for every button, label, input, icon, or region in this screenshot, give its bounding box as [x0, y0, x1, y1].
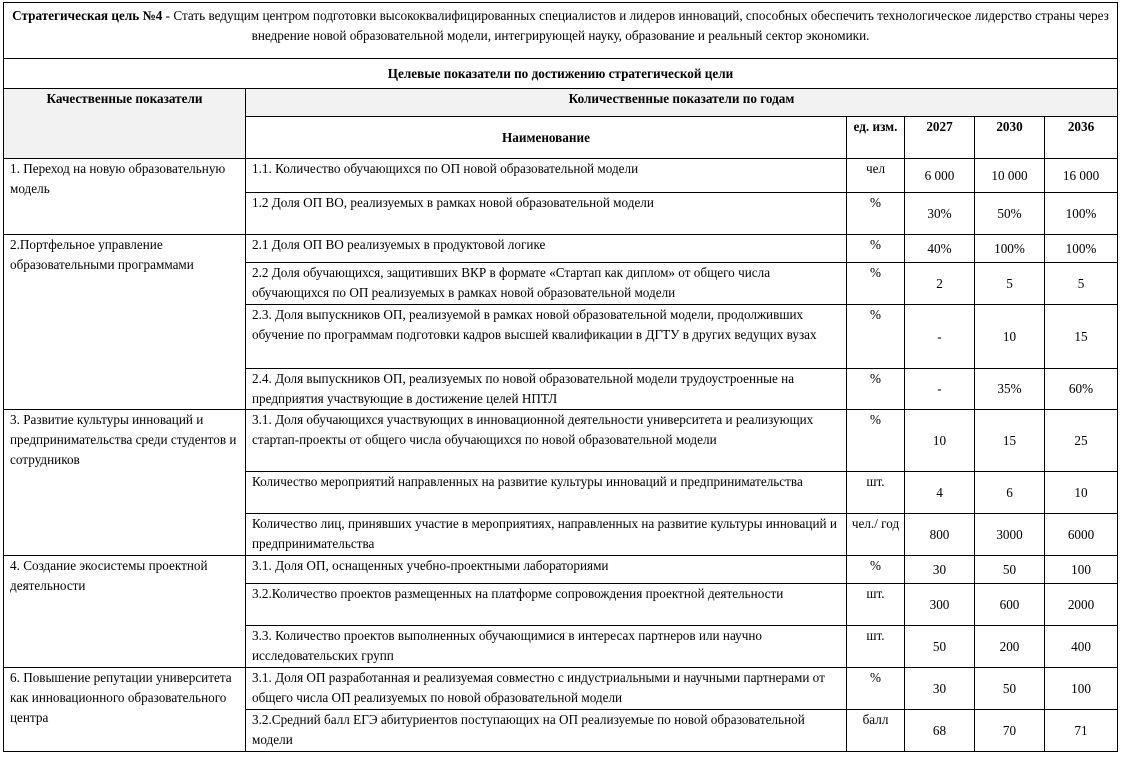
value-2030: 200 [975, 626, 1045, 668]
indicator-unit: шт. [847, 472, 905, 514]
qualitative-indicator: 2.Портфельное управление образовательными программами [4, 235, 246, 410]
indicator-name: 3.2.Средний балл ЕГЭ абитуриентов поступающих на ОП реализуемые по новой образовательной модели [246, 710, 847, 752]
value-2030: 5 [975, 263, 1045, 305]
indicator-unit: % [847, 410, 905, 472]
goal-text: - Стать ведущим центром подготовки высококвалифицированных специалистов и лидеров инноваций, способных обеспечить технологическое лидерство страны через внедрение новой образовательной модели, интегрирующей науку, образование и реальный сектор экономики. [162, 8, 1109, 43]
indicator-unit: % [847, 235, 905, 263]
indicator-unit: % [847, 263, 905, 305]
value-2027: 30 [905, 556, 975, 584]
value-2036: 400 [1045, 626, 1118, 668]
indicator-unit: % [847, 556, 905, 584]
value-2036: 100% [1045, 235, 1118, 263]
value-2030: 50 [975, 668, 1045, 710]
value-2036: 100% [1045, 193, 1118, 235]
section-title: Целевые показатели по достижению стратегической цели [4, 59, 1118, 89]
table-row [4, 556, 1118, 584]
header-name: Наименование [246, 117, 847, 159]
indicator-unit: балл [847, 710, 905, 752]
goal-title: Стратегическая цель №4 [12, 8, 163, 23]
qualitative-indicator: 3. Развитие культуры инноваций и предпринимательства среди студентов и сотрудников [4, 410, 246, 556]
table-row [4, 668, 1118, 710]
value-2030: 15 [975, 410, 1045, 472]
value-2036: 6000 [1045, 514, 1118, 556]
value-2027: 6 000 [905, 159, 975, 193]
value-2030: 600 [975, 584, 1045, 626]
value-2030: 50% [975, 193, 1045, 235]
strategic-goal-statement [4, 3, 1118, 59]
indicator-name: Количество лиц, принявших участие в мероприятиях, направленных на развитие культуры инноваций и предпринимательства [246, 514, 847, 556]
header-year-2027: 2027 [905, 117, 975, 159]
indicator-unit: шт. [847, 626, 905, 668]
header-quantitative: Количественные показатели по годам [246, 89, 1118, 117]
value-2030: 70 [975, 710, 1045, 752]
value-2036: 100 [1045, 556, 1118, 584]
indicator-rows [4, 159, 1118, 752]
indicator-name: 1.1. Количество обучающихся по ОП новой образовательной модели [246, 159, 847, 193]
value-2027: - [905, 305, 975, 369]
value-2027: 50 [905, 626, 975, 668]
table-row [4, 235, 1118, 263]
indicator-name: 1.2 Доля ОП ВО, реализуемых в рамках новой образовательной модели [246, 193, 847, 235]
table-row [4, 159, 1118, 193]
value-2030: 10 000 [975, 159, 1045, 193]
value-2030: 10 [975, 305, 1045, 369]
indicator-name: 2.4. Доля выпускников ОП, реализуемых по новой образовательной модели трудоустроенные на предприятия участвующие в достижение целей НПТЛ [246, 369, 847, 410]
indicator-unit: шт. [847, 584, 905, 626]
indicator-unit: чел [847, 159, 905, 193]
indicator-name: 3.1. Доля ОП разработанная и реализуемая совместно с индустриальными и научными партнерами от общего числа ОП реализуемых по новой образовательной модели [246, 668, 847, 710]
qualitative-indicator: 1. Переход на новую образовательную модель [4, 159, 246, 235]
indicator-name: 2.2 Доля обучающихся, защитивших ВКР в формате «Стартап как диплом» от общего числа обучающихся по ОП реализуемых в рамках новой образовательной модели [246, 263, 847, 305]
indicator-unit: % [847, 668, 905, 710]
value-2027: 30% [905, 193, 975, 235]
qualitative-indicator: 6. Повышение репутации университета как инновационного образовательного центра [4, 668, 246, 752]
value-2036: 100 [1045, 668, 1118, 710]
header-year-2036: 2036 [1045, 117, 1118, 159]
indicator-unit: % [847, 193, 905, 235]
value-2036: 2000 [1045, 584, 1118, 626]
indicator-name: 3.1. Доля ОП, оснащенных учебно-проектными лабораториями [246, 556, 847, 584]
value-2027: 300 [905, 584, 975, 626]
value-2027: 40% [905, 235, 975, 263]
value-2030: 3000 [975, 514, 1045, 556]
value-2027: - [905, 369, 975, 410]
value-2030: 50 [975, 556, 1045, 584]
indicator-name: 3.2.Количество проектов размещенных на платформе сопровождения проектной деятельности [246, 584, 847, 626]
value-2027: 68 [905, 710, 975, 752]
value-2027: 2 [905, 263, 975, 305]
value-2036: 15 [1045, 305, 1118, 369]
indicator-unit: чел./ год [847, 514, 905, 556]
header-qualitative: Качественные показатели [4, 89, 246, 159]
indicator-unit: % [847, 305, 905, 369]
value-2036: 25 [1045, 410, 1118, 472]
indicators-table [3, 2, 1118, 752]
value-2030: 6 [975, 472, 1045, 514]
header-unit: ед. изм. [847, 117, 905, 159]
indicator-name: 2.3. Доля выпускников ОП, реализуемой в рамках новой образовательной модели, продолживших обучение по программам подготовки кадров высшей квалификации в ДГТУ в других ведущих вузах [246, 305, 847, 369]
header-year-2030: 2030 [975, 117, 1045, 159]
strategic-goal-document [3, 2, 1117, 752]
value-2027: 800 [905, 514, 975, 556]
value-2027: 10 [905, 410, 975, 472]
value-2036: 16 000 [1045, 159, 1118, 193]
indicator-name: 3.1. Доля обучающихся участвующих в инновационной деятельности университета и реализующих стартап-проекты от общего числа обучающихся по новой образовательной модели [246, 410, 847, 472]
value-2036: 60% [1045, 369, 1118, 410]
value-2027: 4 [905, 472, 975, 514]
indicator-name: Количество мероприятий направленных на развитие культуры инноваций и предпринимательства [246, 472, 847, 514]
value-2036: 10 [1045, 472, 1118, 514]
value-2030: 35% [975, 369, 1045, 410]
indicator-name: 3.3. Количество проектов выполненных обучающимися в интересах партнеров или научно исследовательских групп [246, 626, 847, 668]
value-2036: 71 [1045, 710, 1118, 752]
table-row [4, 410, 1118, 472]
value-2030: 100% [975, 235, 1045, 263]
indicator-unit: % [847, 369, 905, 410]
value-2027: 30 [905, 668, 975, 710]
indicator-name: 2.1 Доля ОП ВО реализуемых в продуктовой логике [246, 235, 847, 263]
qualitative-indicator: 4. Создание экосистемы проектной деятельности [4, 556, 246, 668]
value-2036: 5 [1045, 263, 1118, 305]
